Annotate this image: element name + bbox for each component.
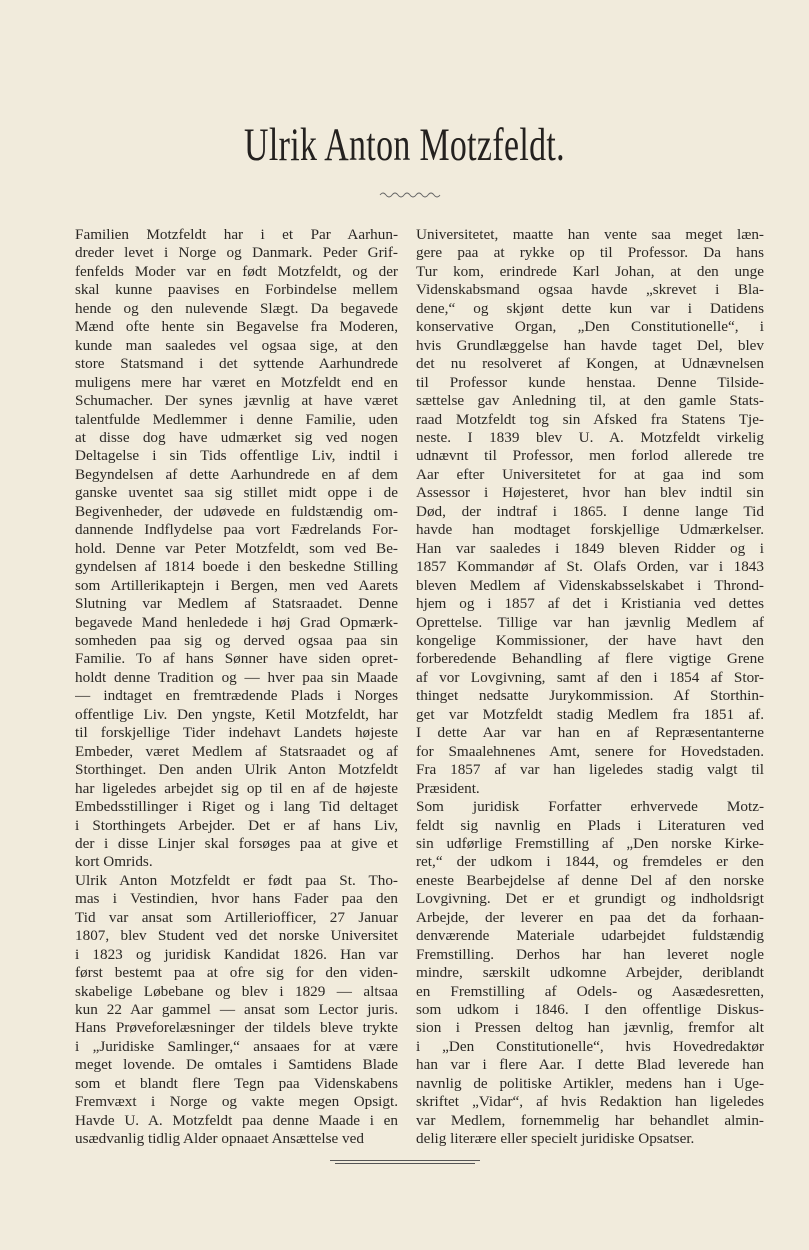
text-line: først bestemt paa at ofre sig for den viden- [75, 964, 398, 982]
text-line: at disse dog have udmærket sig ved nogen [75, 428, 398, 446]
text-line: Han var saaledes i 1849 bleven Ridder og i [416, 539, 764, 557]
end-rule [330, 1160, 480, 1161]
text-line: begavede Mand henledede i høj Grad Opmærk- [75, 613, 398, 631]
text-line: thinget nedsatte Jurykommission. Af Storthin- [416, 687, 764, 705]
text-line: Fra 1857 af var han ligeledes stadig valgt til [416, 761, 764, 779]
text-line: konservative Organ, „Den Constitutionelle“, i [416, 318, 764, 336]
text-line: ret,“ der udkom i 1844, og fremdeles er den [416, 853, 764, 871]
text-line: for Smaalehnenes Amt, senere for Hovedstaden. [416, 742, 764, 760]
text-line: Oprettelse. Tillige var han jævnlig Medlem af [416, 613, 764, 631]
text-line: dene,“ og skjønt dette kun var i Datidens [416, 299, 764, 317]
text-line: Hans Prøveforelæsninger der tildels bleve trykte [75, 1019, 398, 1037]
text-line: Fremstilling. Derhos har han leveret nogle [416, 945, 764, 963]
text-line: meget lovende. De omtales i Samtidens Blade [75, 1056, 398, 1074]
text-line: feldt sig navnlig en Plads i Literaturen ved [416, 816, 764, 834]
text-line: til Professor kunde henstaa. Denne Tilside- [416, 373, 764, 391]
text-line: i „Den Constitutionelle“, hvis Hovedredaktør [416, 1037, 764, 1055]
text-line: Død, der indtraf i 1865. I denne lange Tid [416, 502, 764, 520]
text-line: get var Motzfeldt stadig Medlem fra 1851 af. [416, 705, 764, 723]
text-line: i Storthingets Arbejder. Det er af hans Liv, [75, 816, 398, 834]
text-line: skriftet „Vidar“, af hvis Redaktion han ligeledes [416, 1093, 764, 1111]
text-line: Embeder, været Medlem af Statsraadet og af [75, 742, 398, 760]
text-line: var Medlem, fornemmelig har behandlet almin- [416, 1111, 764, 1129]
text-line: Schumacher. Der synes jævnlig at have været [75, 392, 398, 410]
text-line: havde han modtaget forskjellige Udmærkelser. [416, 521, 764, 539]
wavy-ornament [378, 190, 442, 200]
text-line: Havde U. A. Motzfeldt paa denne Maade i en [75, 1111, 398, 1129]
text-line: sin udførlige Fremstilling af „Den norske Kirke- [416, 834, 764, 852]
text-line: ganske uventet saa sig stillet midt oppe i de [75, 484, 398, 502]
text-line: hjem og i 1857 af det i Kristiania ved dettes [416, 595, 764, 613]
text-line: Universitetet, maatte han vente saa meget læn- [416, 226, 764, 243]
text-line: Slutning var Medlem af Statsraadet. Denne [75, 595, 398, 613]
text-line: Videnskabsmand ogsaa havde „skrevet i Bla- [416, 281, 764, 299]
text-line: Storthinget. Den anden Ulrik Anton Motzfeldt [75, 761, 398, 779]
text-line: som Artillerikaptejn i Bergen, men ved Aarets [75, 576, 398, 594]
text-line: offentlige Liv. Den yngste, Ketil Motzfeldt, har [75, 705, 398, 723]
text-line: til forskjellige Tider indehavt Landets højeste [75, 724, 398, 742]
text-line: talentfulde Medlemmer i denne Familie, uden [75, 410, 398, 428]
text-line: mas i Vestindien, hvor hans Fader paa den [75, 890, 398, 908]
text-line: neste. I 1839 blev U. A. Motzfeldt virkelig [416, 428, 764, 446]
text-line: det nu resolveret af Kongen, at Udnævnelsen [416, 355, 764, 373]
text-line: hende og den nulevende Slægt. Da begavede [75, 299, 398, 317]
text-line: delig literære eller specielt juridiske Opsatser. [416, 1130, 695, 1148]
text-line: har ligeledes arbejdet sig op til en af de højeste [75, 779, 398, 797]
text-line: I dette Aar var han en af Repræsentanterne [416, 724, 764, 742]
text-line: fenfelds Moder var en født Motzfeldt, og der [75, 262, 398, 280]
text-line: Ulrik Anton Motzfeldt er født paa St. Tho- [75, 871, 398, 889]
text-line: Begivenheder, der udøvede en fuldstændig om- [75, 502, 398, 520]
end-rule [335, 1163, 475, 1164]
text-line: en Fremstilling af Odels- og Aasædesretten, [416, 982, 764, 1000]
text-line: skabelige Løbebane og blev i 1829 — altsaa [75, 982, 398, 1000]
text-line: Aar efter Universitetet for at gaa ind som [416, 465, 764, 483]
text-line: dannende Indflydelse paa vort Fædrelands For- [75, 521, 398, 539]
text-line: 1857 Kommandør af St. Olafs Orden, var i 1843 [416, 558, 764, 576]
text-line: usædvanlig tidlig Alder opnaaet Ansættelse ved [75, 1130, 364, 1148]
text-line: sættelse gav Anledning til, at den gamle Stats- [416, 392, 764, 410]
text-line: holdt denne Tradition og — hver paa sin Maade [75, 668, 398, 686]
text-line: i „Juridiske Samlinger,“ ansaaes for at være [75, 1037, 398, 1055]
text-line: dreder levet i Norge og Danmark. Peder Grif- [75, 244, 398, 262]
text-line: — indtaget en fremtrædende Plads i Norges [75, 687, 398, 705]
text-line: Som juridisk Forfatter erhvervede Motz- [416, 798, 764, 816]
text-line: Begyndelsen af dette Aarhundrede en af dem [75, 465, 398, 483]
right-column [416, 226, 764, 1149]
text-line: muligens mere har været en Motzfeldt end en [75, 373, 398, 391]
text-line: bleven Medlem af Videnskabsselskabet i Thrond- [416, 576, 764, 594]
text-line: Assessor i Højesteret, hvor han blev indtil sin [416, 484, 764, 502]
text-line: 1807, blev Student ved det norske Universitet [75, 927, 398, 945]
text-line: Familie. To af hans Sønner have siden opret- [75, 650, 398, 668]
text-line: kort Omrids. [75, 853, 153, 871]
text-line: kongelige Kommissioner, der have havt den [416, 631, 764, 649]
text-line: Præsident. [416, 779, 480, 797]
text-line: gyndelsen af 1814 boede i den beskedne Stilling [75, 558, 398, 576]
article-title: Ulrik Anton Motzfeldt. [244, 119, 565, 171]
text-line: kunde man saaledes vel ogsaa sige, at den [75, 336, 398, 354]
text-line: som et blandt flere Tegn paa Videnskabens [75, 1074, 398, 1092]
text-line: navnlig de politiske Artikler, medens han i Uge- [416, 1074, 764, 1092]
text-line: Lovgivning. Det er et grundigt og indholdsrigt [416, 890, 764, 908]
text-line: forberedende Behandling af flere vigtige Grene [416, 650, 764, 668]
text-line: denværende Materiale udarbejdet fuldstændig [416, 927, 764, 945]
text-line: Fremvæxt i Norge og vakte megen Opsigt. [75, 1093, 398, 1111]
text-line: der i disse Linjer skal forsøges paa at give et [75, 834, 398, 852]
text-line: Tid var ansat som Artilleriofficer, 27 Januar [75, 908, 398, 926]
text-line: Deltagelse i sin Tids offentlige Liv, indtil i [75, 447, 398, 465]
text-line: skal kunne paavises en Forbindelse mellem [75, 281, 398, 299]
text-line: Tur kom, erindrede Karl Johan, at den unge [416, 262, 764, 280]
text-line: mindre, særskilt udkomne Arbejder, deriblandt [416, 964, 764, 982]
text-line: gere paa at rykke op til Professor. Da hans [416, 244, 764, 262]
text-line: hold. Denne var Peter Motzfeldt, som ved Be- [75, 539, 398, 557]
left-column [75, 226, 398, 1149]
text-line: kun 22 Aar gammel — ansat som Lector juris. [75, 1001, 398, 1019]
text-line: udnævnt til Professor, men forlod allerede tre [416, 447, 764, 465]
text-line: Familien Motzfeldt har i et Par Aarhun- [75, 226, 398, 243]
text-line: store Statsmand i det syttende Aarhundrede [75, 355, 398, 373]
text-line: Arbejde, der leverer en paa det da forhaan- [416, 908, 764, 926]
text-line: Embedsstillinger i Riget og i lang Tid deltaget [75, 798, 398, 816]
text-line: hvis Grundlæggelse han havde taget Del, blev [416, 336, 764, 354]
text-line: i 1823 og juridisk Kandidat 1826. Han var [75, 945, 398, 963]
text-line: som udkom i 1846. I den offentlige Diskus- [416, 1001, 764, 1019]
text-line: somheden paa sig og derved ogsaa paa sin [75, 631, 398, 649]
text-line: Mænd ofte hente sin Begavelse fra Moderen, [75, 318, 398, 336]
text-line: han var i flere Aar. I dette Blad leverede han [416, 1056, 764, 1074]
text-line: sion i Pressen deltog han jævnlig, fremfor alt [416, 1019, 764, 1037]
text-line: eneste Bearbejdelse af denne Del af den norske [416, 871, 764, 889]
text-line: raad Motzfeldt tog sin Afsked fra Statens Tje- [416, 410, 764, 428]
text-line: af vor Lovgivning, samt af den i 1854 af Stor- [416, 668, 764, 686]
